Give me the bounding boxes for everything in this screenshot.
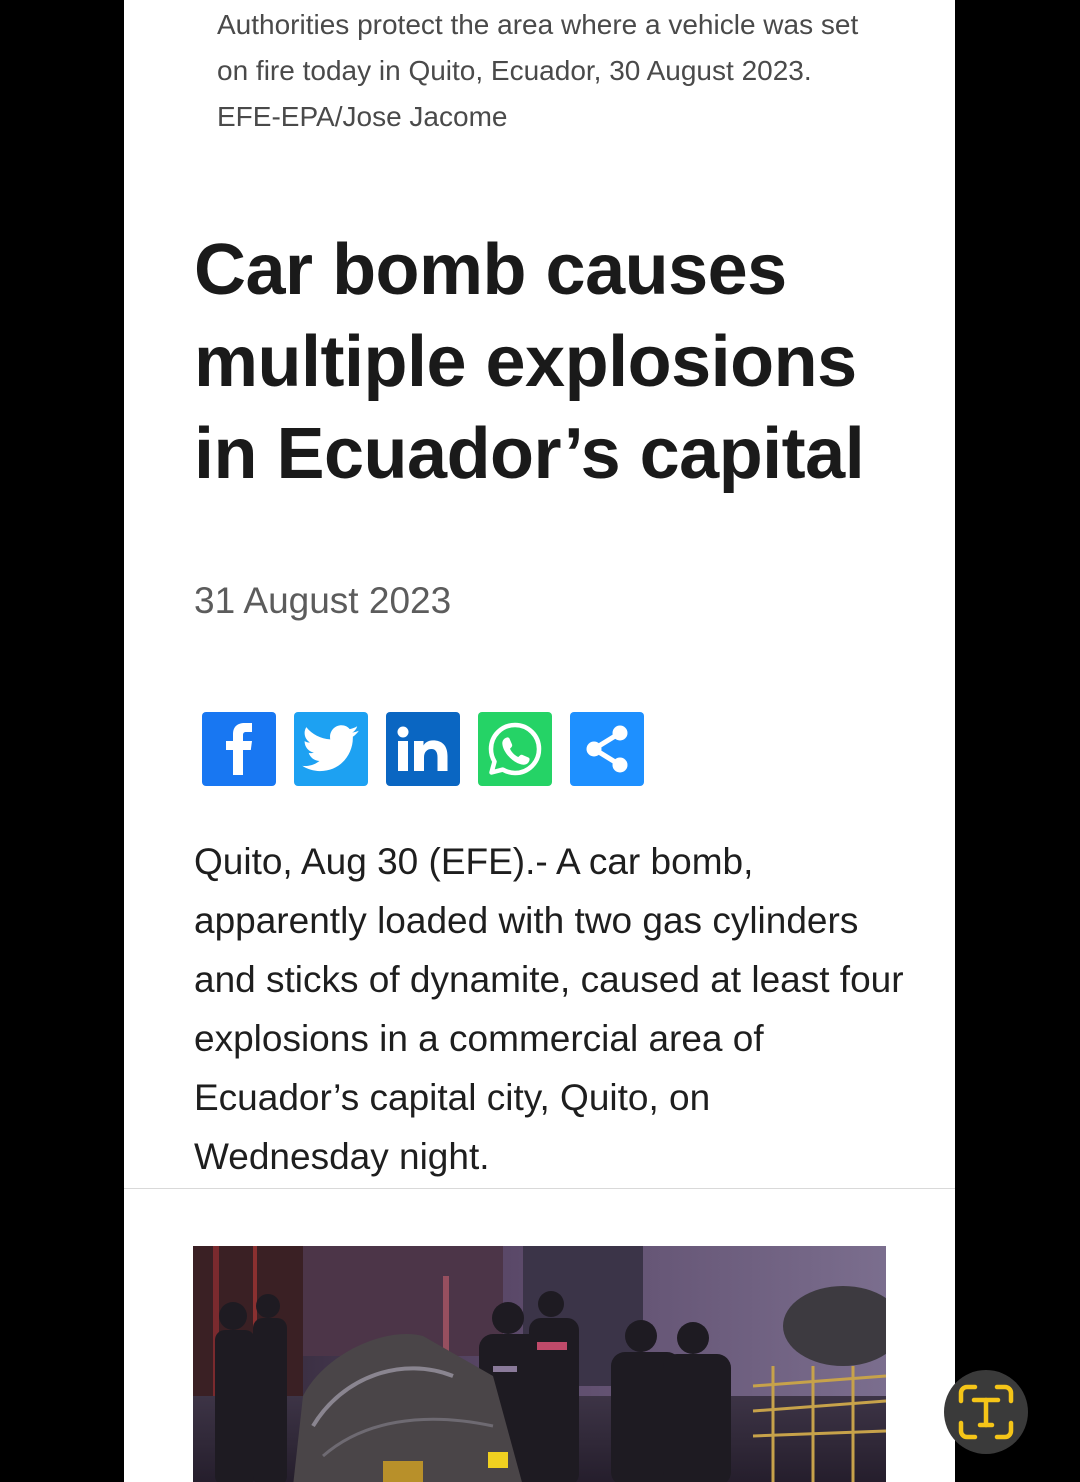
article-page [124, 0, 955, 1482]
text-scan-icon [957, 1383, 1015, 1441]
publish-date: 31 August 2023 [194, 580, 452, 621]
facebook-icon [219, 723, 259, 775]
photo-scene [193, 1246, 886, 1482]
article-body: Quito, Aug 30 (EFE).- A car bomb, apparently loaded with two gas cylinders and sticks of dynamite, caused at least four explosions in a commercial area of Ecuador’s capital city, Quito, on Wednesday night. [194, 841, 904, 1177]
headline: Car bomb causes multiple explosions in Ecuador’s capital [194, 230, 865, 494]
share-bar [202, 712, 644, 786]
generic-share-button[interactable] [570, 712, 644, 786]
photo-caption: Authorities protect the area where a vehicle was set on fire today in Quito, Ecuador, 30 August 2023. EFE-EPA/Jose Jacome [217, 9, 859, 132]
twitter-share-button[interactable] [294, 712, 368, 786]
whatsapp-share-button[interactable] [478, 712, 552, 786]
facebook-share-button[interactable] [202, 712, 276, 786]
scan-text-button[interactable] [944, 1370, 1028, 1454]
twitter-icon [302, 725, 360, 773]
article-photo [193, 1246, 886, 1482]
linkedin-share-button[interactable] [386, 712, 460, 786]
whatsapp-icon [485, 719, 545, 779]
section-divider [124, 1188, 955, 1189]
share-icon [582, 723, 632, 775]
linkedin-icon [397, 726, 449, 772]
